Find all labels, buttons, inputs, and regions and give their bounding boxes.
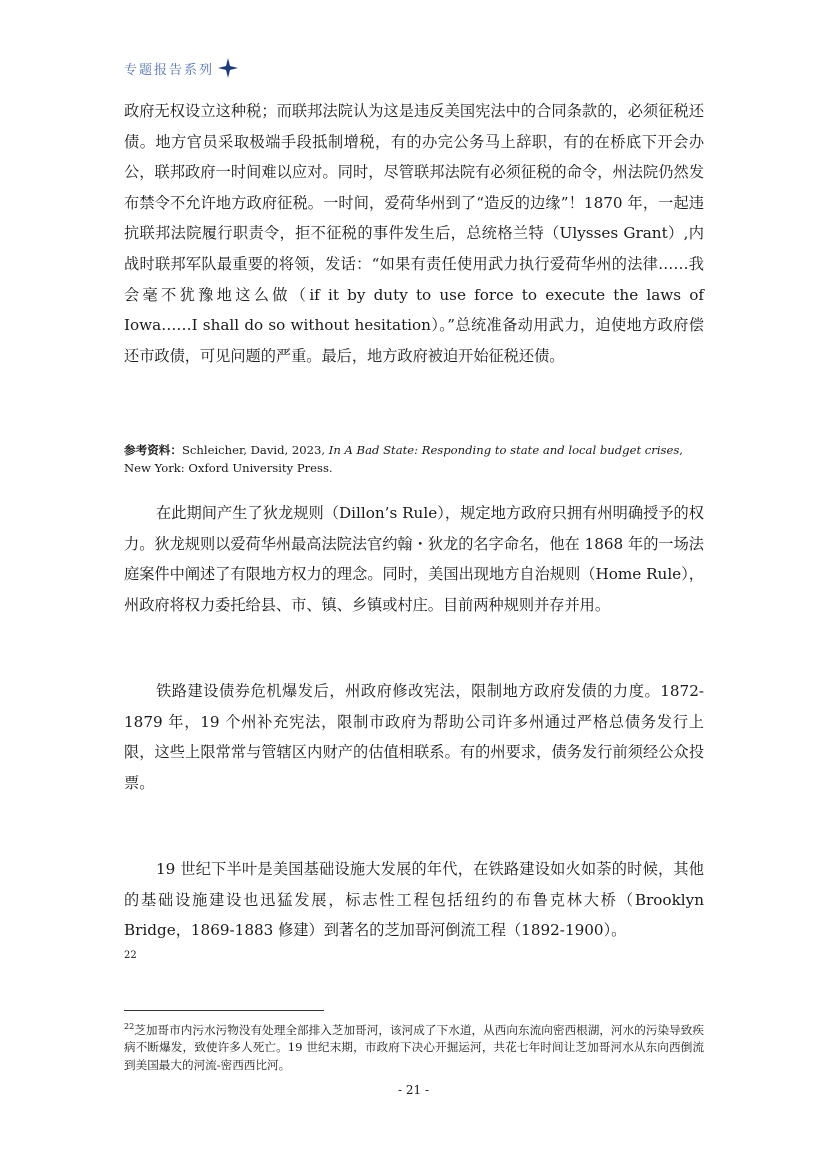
footnote (124, 1018, 704, 1074)
footnote-text: 芝加哥市内污水污物没有处理全部排入芝加哥河，该河成了下水道，从西向东流向密西根湖，河水的污染导致疾病不断爆发，致使许多人死亡。19 世纪末期，市政府下决心开掘运河，共花七年时间让芝加哥河水从东向西倒流到美国最大的河流-密西西比河。 (124, 1022, 704, 1072)
reference-publisher: , New York: Oxford University Press. (124, 443, 683, 475)
page-header (124, 58, 238, 78)
reference-label: 参考资料： (124, 443, 182, 457)
four-point-star-icon (218, 58, 238, 78)
paragraph-4: 19 世纪下半叶是美国基础设施大发展的年代，在铁路建设如火如荼的时候，其他的基础设施建设也迅猛发展，标志性工程包括纽约的布鲁克林大桥（Brooklyn Bridge，1869-1883 修建）到著名的芝加哥河倒流工程（1892-1900）。 (124, 860, 704, 940)
paragraph-3: 铁路建设债券危机爆发后，州政府修改宪法，限制地方政府发债的力度。1872-1879 年，19 个州补充宪法，限制市政府为帮助公司许多州通过严格总债务发行上限，这些上限常常与管辖区内财产的估值相联系。有的州要求，债务发行前须经公众投票。 (124, 682, 704, 792)
page-number: - 21 - (397, 1083, 429, 1097)
reference-author: Schleicher, David, 2023, (181, 443, 329, 457)
footnote-number: 22 (124, 1022, 135, 1031)
header-title: 专题报告系列 (124, 62, 215, 78)
footnote-divider (124, 1010, 324, 1011)
reference-note (124, 441, 704, 477)
footnote-marker: 22 (124, 950, 137, 961)
paragraph-2: 在此期间产生了狄龙规则（Dillon’s Rule），规定地方政府只拥有州明确授予的权力。狄龙规则以爱荷华州最高法院法官约翰・狄龙的名字命名，他在 1868 年的一场法庭案件中阐述了有限地方权力的理念。同时，美国出现地方自治规则（Home Rule），州政府将权力委托给县、市、镇、乡镇或村庄。目前两种规则并存并用。 (124, 504, 704, 614)
paragraph-1: 政府无权设立这种税；而联邦法院认为这是违反美国宪法中的合同条款的，必须征税还债。地方官员采取极端手段抵制增税，有的办完公务马上辞职，有的在桥底下开会办公，联邦政府一时间难以应对。同时，尽管联邦法院有必须征税的命令，州法院仍然发布禁令不允许地方政府征税。一时间，爱荷华州到了“造反的边缘”！1870 年，一起违抗联邦法院履行职责令，拒不征税的事件发生后，总统格兰特（Ulysses Grant）,内战时联邦军队最重要的将领，发话：“如果有责任使用武力执行爱荷华州的法律……我会毫不犹豫地这么做（if it by duty to use force to execute the laws of Iowa……I shall do so without hesitation）。”总统准备动用武力，迫使地方政府偿还市政债，可见问题的严重。最后，地方政府被迫开始征税还债。 (124, 102, 704, 365)
reference-title: In A Bad State: Responding to state and local budget crises (328, 443, 680, 457)
